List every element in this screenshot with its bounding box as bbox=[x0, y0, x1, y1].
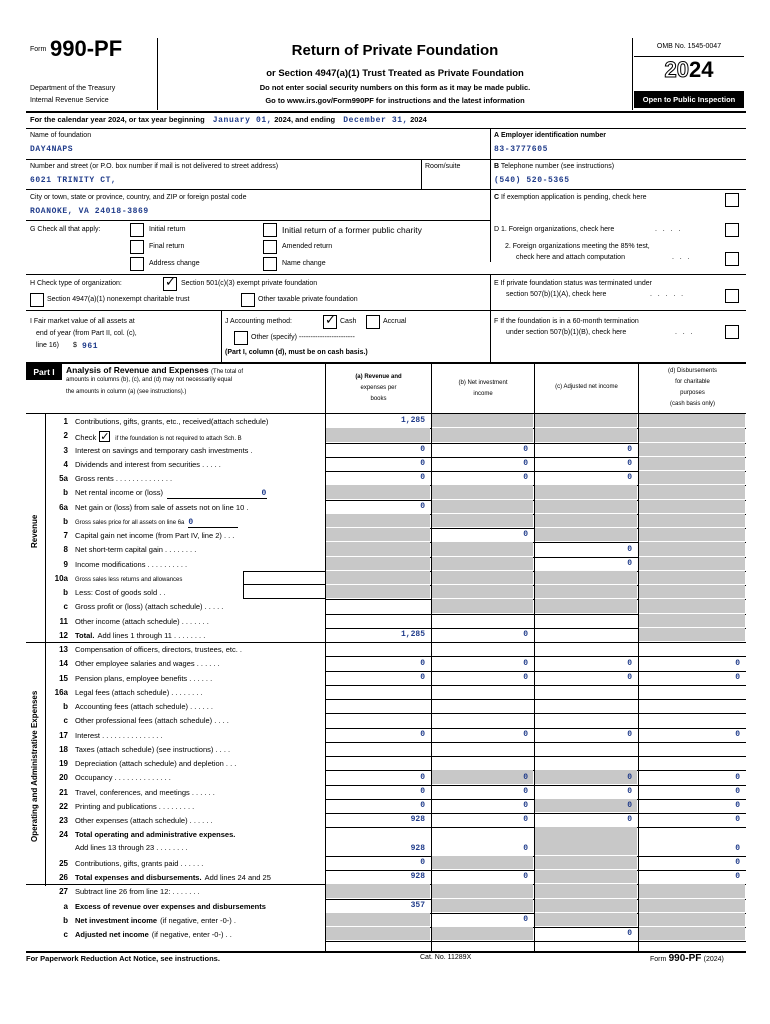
col-a-value[interactable]: 357 bbox=[410, 900, 425, 910]
col-a-value[interactable]: 0 bbox=[420, 786, 425, 796]
shaded-cell bbox=[432, 485, 533, 498]
shaded-cell bbox=[535, 870, 637, 883]
line-label: Pension plans, employee benefits . . . . . . bbox=[75, 673, 213, 683]
line-label: Income modifications . . . . . . . . . . bbox=[75, 559, 188, 569]
col-c-value[interactable]: 0 bbox=[627, 544, 632, 554]
shaded-cell bbox=[639, 428, 745, 441]
shaded-cell bbox=[535, 856, 637, 869]
shaded-cell bbox=[326, 514, 430, 527]
sch-b-checkbox[interactable]: ✓ bbox=[100, 430, 110, 444]
line-number: 3 bbox=[63, 445, 68, 455]
part1-title: Analysis of Revenue and Expenses (The total of bbox=[66, 365, 244, 375]
tax-year bbox=[634, 57, 744, 83]
line-number: c bbox=[63, 602, 68, 612]
ssn-notice: Do not enter social security numbers on this form as it may be made public. bbox=[259, 83, 531, 92]
section-rule bbox=[26, 642, 326, 643]
col-b-value[interactable]: 0 bbox=[523, 459, 528, 468]
paperwork-notice: For Paperwork Reduction Act Notice, see instructions. bbox=[26, 954, 220, 963]
shaded-cell bbox=[535, 528, 637, 541]
f-label-2: under section 507(b)(1)(B), check here bbox=[506, 329, 627, 336]
initial-former-checkbox[interactable] bbox=[263, 223, 277, 237]
line-label: Total. Add lines 1 through 11 . . . . . . . . bbox=[75, 630, 206, 640]
col-b-header: (b) Net investment income bbox=[458, 380, 508, 397]
inline-entry-box[interactable] bbox=[243, 585, 325, 599]
col-c-value[interactable]: 0 bbox=[627, 459, 632, 468]
d1-dots: . . . . bbox=[655, 226, 681, 233]
initial-return-checkbox[interactable] bbox=[130, 223, 144, 237]
calendar-year-line bbox=[30, 115, 427, 125]
col-b-value[interactable]: 0 bbox=[523, 444, 528, 454]
shaded-cell bbox=[326, 585, 430, 598]
shaded-cell bbox=[639, 528, 745, 541]
form-title: Return of Private Foundation bbox=[291, 42, 499, 59]
shaded-cell bbox=[535, 913, 637, 926]
e-label-2: section 507(b)(1)(A), check here bbox=[506, 291, 607, 298]
col-c-value[interactable]: 0 bbox=[627, 558, 632, 568]
line-number: c bbox=[63, 930, 68, 939]
shaded-cell bbox=[535, 485, 637, 498]
phone-label: B Telephone number (see instructions) bbox=[494, 163, 615, 170]
col-d-value[interactable]: 0 bbox=[735, 786, 740, 796]
shaded-cell bbox=[639, 899, 745, 912]
expenses-side-label: Operating and Administrative Expenses bbox=[30, 690, 39, 842]
line-label: Other employee salaries and wages . . . . . . bbox=[75, 659, 220, 669]
i-label-3: line 16) bbox=[36, 342, 59, 349]
shaded-cell bbox=[432, 414, 533, 427]
foreign-85-checkbox[interactable] bbox=[725, 252, 739, 266]
g-label: G Check all that apply: bbox=[30, 226, 101, 233]
footer-form-id: Form 990-PF (2024) bbox=[650, 953, 724, 964]
street-address[interactable]: 6021 TRINITY CT, bbox=[30, 176, 117, 185]
name-change-label: Name change bbox=[282, 260, 326, 267]
501c3-checkbox[interactable] bbox=[163, 277, 177, 291]
col-b-value[interactable]: 0 bbox=[523, 672, 528, 682]
shaded-cell bbox=[639, 884, 745, 897]
irs-label: Internal Revenue Service bbox=[30, 97, 109, 104]
exemption-pending-checkbox[interactable] bbox=[725, 193, 739, 207]
row-rule bbox=[325, 656, 746, 657]
line-number: 21 bbox=[59, 787, 68, 797]
row-rule bbox=[325, 685, 746, 686]
col-a-value[interactable]: 0 bbox=[420, 501, 425, 511]
line-label: Net short-term capital gain . . . . . . . . bbox=[75, 545, 197, 555]
col-d-value[interactable]: 0 bbox=[735, 729, 740, 739]
col-c-value[interactable]: 0 bbox=[627, 672, 632, 682]
shaded-cell bbox=[639, 557, 745, 570]
cash-basis-note: (Part I, column (d), must be on cash basis.) bbox=[225, 349, 368, 356]
shaded-cell bbox=[639, 542, 745, 555]
col-c-value[interactable]: 0 bbox=[627, 473, 632, 483]
line-label: Other income (attach schedule) . . . . . . . bbox=[75, 616, 209, 626]
shaded-cell bbox=[432, 500, 533, 513]
d2-dots: . . . bbox=[672, 254, 690, 261]
shaded-cell bbox=[326, 913, 430, 926]
shaded-cell bbox=[432, 599, 533, 612]
inline-amount[interactable]: 0 bbox=[167, 489, 267, 499]
line-number: b bbox=[63, 516, 68, 526]
line-number: 5a bbox=[59, 474, 68, 483]
line-label: Contributions, gifts, grants paid . . . . . . bbox=[75, 858, 204, 868]
line-label: Net investment income (if negative, enter -0-) . bbox=[75, 915, 236, 925]
d2-label-1: 2. Foreign organizations meeting the 85% test, bbox=[505, 243, 650, 250]
shaded-cell bbox=[326, 528, 430, 541]
shaded-cell bbox=[639, 585, 745, 598]
col-c-value[interactable]: 0 bbox=[627, 444, 632, 454]
line-label: Adjusted net income (if negative, enter -0-) . . bbox=[75, 930, 232, 939]
shaded-cell bbox=[639, 514, 745, 527]
shaded-cell bbox=[639, 571, 745, 584]
terminated-checkbox[interactable] bbox=[725, 289, 739, 303]
line-number: 12 bbox=[59, 630, 68, 640]
i-label-2: end of year (from Part II, col. (c), bbox=[36, 330, 137, 337]
line-number: 18 bbox=[59, 744, 68, 754]
line-label: Other expenses (attach schedule) . . . . . . bbox=[75, 816, 213, 825]
other-method-label: Other (specify) ------------------------ bbox=[251, 334, 355, 341]
col-b-value[interactable]: 0 bbox=[523, 786, 528, 796]
shaded-cell bbox=[535, 571, 637, 584]
col-c-header: (c) Adjusted net income bbox=[555, 384, 618, 390]
address-change-label: Address change bbox=[149, 260, 200, 267]
shaded-cell bbox=[535, 884, 637, 897]
line-label: Travel, conferences, and meetings . . . . . . bbox=[75, 787, 215, 797]
shaded-cell bbox=[326, 927, 430, 940]
line-number: b bbox=[63, 702, 68, 711]
name-change-checkbox[interactable] bbox=[263, 257, 277, 271]
col-b-value[interactable]: 0 bbox=[523, 473, 528, 483]
shaded-cell bbox=[326, 884, 430, 897]
col-b-value[interactable]: 0 bbox=[523, 630, 528, 639]
shaded-cell bbox=[639, 927, 745, 940]
line-label: Total expenses and disbursements. Add lines 24 and 25 bbox=[75, 873, 271, 882]
ein-value[interactable]: 83-3777605 bbox=[494, 145, 549, 154]
line-label: Check ✓ if the foundation is not required to attach Sch. B bbox=[75, 430, 242, 444]
line-number: 15 bbox=[59, 673, 68, 683]
line-number: 22 bbox=[59, 801, 68, 811]
line-number: b bbox=[63, 488, 68, 498]
i-label-1: I Fair market value of all assets at bbox=[30, 318, 135, 325]
shaded-cell bbox=[639, 628, 745, 641]
col-a-value[interactable]: 928 bbox=[410, 843, 425, 853]
city-label: City or town, state or province, country, and ZIP or foreign postal code bbox=[30, 194, 247, 201]
public-inspection-banner: Open to Public Inspection bbox=[634, 91, 744, 108]
col-a-value[interactable]: 0 bbox=[420, 729, 425, 739]
row-rule bbox=[325, 813, 746, 814]
col-c-value[interactable]: 0 bbox=[627, 729, 632, 739]
col-c-value[interactable]: 0 bbox=[627, 801, 632, 810]
col-b-value[interactable]: 0 bbox=[523, 729, 528, 739]
line-number: 10a bbox=[54, 573, 68, 583]
col-d-value[interactable]: 0 bbox=[735, 858, 740, 867]
line-number: 19 bbox=[59, 759, 68, 768]
line-number: 23 bbox=[59, 816, 68, 825]
col-b-value[interactable]: 0 bbox=[523, 815, 528, 825]
shaded-cell bbox=[432, 428, 533, 441]
revenue-side-label: Revenue bbox=[30, 514, 39, 548]
line-number: 17 bbox=[59, 730, 68, 740]
col-a-value[interactable]: 0 bbox=[420, 658, 425, 668]
shaded-cell bbox=[432, 585, 533, 598]
shaded-cell bbox=[432, 856, 533, 869]
line-number: 16a bbox=[54, 687, 68, 697]
line-number: c bbox=[63, 716, 68, 726]
amended-return-label: Amended return bbox=[282, 243, 333, 250]
shaded-cell bbox=[639, 414, 745, 427]
part1-desc-2: the amounts in column (a) (see instructions).) bbox=[66, 389, 187, 395]
city-state-zip[interactable]: ROANOKE, VA 24018-3869 bbox=[30, 207, 149, 216]
line-number: 27 bbox=[59, 887, 68, 897]
other-taxable-checkbox[interactable] bbox=[241, 293, 255, 307]
shaded-cell bbox=[432, 899, 533, 912]
h-label: H Check type of organization: bbox=[30, 280, 122, 287]
col-a-value[interactable]: 1,285 bbox=[400, 630, 425, 639]
amended-return-checkbox[interactable] bbox=[263, 240, 277, 254]
line-label: Excess of revenue over expenses and disbursements bbox=[75, 901, 266, 911]
col-d-value[interactable]: 0 bbox=[735, 772, 740, 782]
shaded-cell bbox=[639, 457, 745, 470]
col-c-value[interactable]: 0 bbox=[627, 786, 632, 796]
shaded-cell bbox=[535, 585, 637, 598]
final-return-checkbox[interactable] bbox=[130, 240, 144, 254]
street-label: Number and street (or P.O. box number if mail is not delivered to street address) bbox=[30, 163, 279, 170]
address-change-checkbox[interactable] bbox=[130, 257, 144, 271]
line-number: 24 bbox=[59, 830, 68, 840]
shaded-cell bbox=[432, 884, 533, 897]
f-label-1: F If the foundation is in a 60-month termination bbox=[494, 318, 639, 325]
form-word: Form bbox=[30, 46, 47, 53]
col-c-value[interactable]: 0 bbox=[627, 929, 632, 939]
line-label: Net gain or (loss) from sale of assets not on line 10 . bbox=[75, 502, 249, 512]
line-number: b bbox=[63, 915, 68, 925]
phone-value[interactable]: (540) 520-5365 bbox=[494, 176, 570, 185]
col-c-value[interactable]: 0 bbox=[627, 772, 632, 782]
col-a-value[interactable]: 0 bbox=[420, 672, 425, 682]
fmv-value[interactable]: 961 bbox=[82, 342, 99, 351]
line-label: Less: Cost of goods sold . . bbox=[75, 588, 166, 597]
line-number: 11 bbox=[59, 616, 68, 626]
shaded-cell bbox=[432, 557, 533, 570]
row-rule bbox=[325, 671, 746, 672]
col-a-value[interactable]: 0 bbox=[420, 444, 425, 454]
initial-return-label: Initial return bbox=[149, 226, 186, 233]
e-label-1: E If private foundation status was terminated under bbox=[494, 280, 652, 287]
shaded-cell bbox=[535, 899, 637, 912]
row-rule bbox=[325, 699, 746, 700]
line-label: Net rental income or (loss) 0 bbox=[75, 488, 267, 499]
line-number: 1 bbox=[63, 417, 68, 426]
col-c-value[interactable]: 0 bbox=[627, 815, 632, 825]
col-a-value[interactable]: 0 bbox=[420, 459, 425, 468]
form-subtitle: or Section 4947(a)(1) Trust Treated as Private Foundation bbox=[266, 68, 524, 79]
cash-checkbox[interactable] bbox=[323, 315, 337, 329]
shaded-cell bbox=[326, 571, 430, 584]
line-number: 20 bbox=[59, 773, 68, 783]
line-number: 4 bbox=[63, 459, 68, 469]
shaded-cell bbox=[639, 913, 745, 926]
part1-badge: Part I bbox=[26, 364, 62, 380]
line-label: Contributions, gifts, grants, etc., received(attach schedule) bbox=[75, 417, 269, 426]
col-d-value[interactable]: 0 bbox=[735, 801, 740, 810]
shaded-cell bbox=[326, 428, 430, 441]
shaded-cell bbox=[432, 571, 533, 584]
calendar-end-year: 2024 bbox=[410, 115, 427, 124]
col-a-value[interactable]: 928 bbox=[410, 815, 425, 825]
col-b-value[interactable]: 0 bbox=[523, 915, 528, 924]
d2-label-2: check here and attach computation bbox=[516, 254, 625, 261]
col-b-value[interactable]: 0 bbox=[523, 843, 528, 853]
foreign-org-checkbox[interactable] bbox=[725, 223, 739, 237]
4947-checkbox[interactable] bbox=[30, 293, 44, 307]
dept-treasury: Department of the Treasury bbox=[30, 85, 116, 92]
line-label: Interest . . . . . . . . . . . . . . . bbox=[75, 730, 163, 740]
shaded-cell bbox=[639, 614, 745, 627]
col-d-value[interactable]: 0 bbox=[735, 672, 740, 682]
tax-year-outline: 20 bbox=[664, 57, 689, 82]
col-a-value[interactable]: 0 bbox=[420, 801, 425, 810]
shaded-cell bbox=[326, 485, 430, 498]
tax-year-bold: 24 bbox=[689, 57, 714, 82]
line-number: 6a bbox=[59, 502, 68, 512]
shaded-cell bbox=[639, 485, 745, 498]
accrual-label: Accrual bbox=[383, 318, 407, 325]
shaded-cell bbox=[326, 557, 430, 570]
section-rule bbox=[26, 884, 326, 885]
shaded-cell bbox=[535, 827, 637, 855]
cat-number: Cat. No. 11289X bbox=[420, 954, 472, 961]
line-label: Legal fees (attach schedule) . . . . . . . . bbox=[75, 687, 203, 697]
line-label: Gross sales price for all assets on line 6a 0 bbox=[75, 517, 238, 528]
calendar-middle: 2024, and ending bbox=[274, 115, 336, 124]
row-rule bbox=[325, 785, 746, 786]
col-b-value[interactable]: 0 bbox=[523, 801, 528, 810]
col-b-value[interactable]: 0 bbox=[523, 530, 528, 540]
col-d-value[interactable]: 0 bbox=[735, 658, 740, 668]
f-dots: . . . bbox=[675, 329, 693, 336]
other-taxable-label: Other taxable private foundation bbox=[258, 296, 358, 303]
line-number: 8 bbox=[63, 545, 68, 555]
line-label: Total operating and administrative expenses. Add lines 13 through 23 . . . . . . . . bbox=[75, 830, 236, 853]
shaded-cell bbox=[535, 599, 637, 612]
e-dots: . . . . . bbox=[650, 291, 684, 298]
shaded-cell bbox=[639, 500, 745, 513]
col-a-header: (a) Revenue and expenses per books bbox=[355, 374, 402, 402]
omb-number: OMB No. 1545-0047 bbox=[656, 43, 722, 50]
line-label: Occupancy . . . . . . . . . . . . . . bbox=[75, 773, 171, 783]
col-a-value[interactable]: 0 bbox=[420, 858, 425, 867]
row-rule bbox=[325, 756, 746, 757]
line-label: Gross sales less returns and allowances bbox=[75, 576, 183, 583]
inline-entry-box[interactable] bbox=[243, 571, 325, 585]
final-return-label: Final return bbox=[149, 243, 185, 250]
line-label: Subtract line 26 from line 12: . . . . . . . bbox=[75, 887, 200, 897]
foundation-name[interactable]: DAY4NAPS bbox=[30, 145, 74, 154]
row-rule bbox=[325, 728, 746, 729]
row-rule bbox=[325, 742, 746, 743]
line-label: Compensation of officers, directors, trustees, etc. . bbox=[75, 645, 243, 654]
i-dollar: $ bbox=[73, 342, 77, 349]
col-a-value[interactable]: 0 bbox=[420, 772, 425, 782]
c-label: C If exemption application is pending, check here bbox=[494, 194, 647, 201]
col-a-value[interactable]: 1,285 bbox=[400, 416, 425, 426]
line-number: 14 bbox=[59, 659, 68, 669]
line-number: 26 bbox=[59, 873, 68, 882]
col-a-value[interactable]: 928 bbox=[410, 872, 425, 882]
room-label: Room/suite bbox=[425, 163, 461, 170]
row-rule bbox=[325, 642, 746, 643]
line-label: Other professional fees (attach schedule) . . . . bbox=[75, 716, 229, 726]
shaded-cell bbox=[639, 471, 745, 484]
calendar-prefix: For the calendar year 2024, or tax year beginning bbox=[30, 115, 205, 124]
col-d-header: (d) Disbursements for charitable purposes (cash basis only) bbox=[667, 368, 717, 407]
accrual-checkbox[interactable] bbox=[366, 315, 380, 329]
line-number: 25 bbox=[59, 858, 68, 868]
line-number: 13 bbox=[59, 645, 68, 654]
line-number: b bbox=[63, 588, 68, 597]
line-label: Capital gain net income (from Part IV, line 2) . . . bbox=[75, 531, 235, 540]
cash-label: Cash bbox=[340, 318, 357, 325]
col-d-value[interactable]: 0 bbox=[735, 815, 740, 825]
line-label: Gross profit or (loss) (attach schedule) . . . . . bbox=[75, 602, 224, 612]
line-label: Interest on savings and temporary cash investments . bbox=[75, 445, 253, 455]
line-label: Accounting fees (attach schedule) . . . . . . bbox=[75, 702, 213, 711]
col-b-value[interactable]: 0 bbox=[523, 658, 528, 668]
shaded-cell bbox=[535, 500, 637, 513]
shaded-cell bbox=[432, 514, 533, 527]
j-label: J Accounting method: bbox=[225, 318, 292, 325]
line-label: Taxes (attach schedule) (see instructions) . . . . bbox=[75, 744, 231, 754]
shaded-cell bbox=[432, 927, 533, 940]
col-a-value[interactable]: 0 bbox=[420, 473, 425, 483]
line-label: Gross rents . . . . . . . . . . . . . . bbox=[75, 474, 173, 483]
col-d-value[interactable]: 0 bbox=[735, 872, 740, 882]
line-label: Printing and publications . . . . . . . . . bbox=[75, 801, 195, 811]
501c3-label: Section 501(c)(3) exempt private foundation bbox=[181, 280, 318, 287]
shaded-cell bbox=[639, 443, 745, 456]
line-label: Depreciation (attach schedule) and depletion . . . bbox=[75, 759, 237, 768]
part1-desc-1: amounts in columns (b), (c), and (d) may not necessarily equal bbox=[66, 377, 233, 383]
initial-former-label: Initial return of a former public charity bbox=[282, 225, 422, 235]
col-b-value[interactable]: 0 bbox=[523, 872, 528, 882]
name-label: Name of foundation bbox=[30, 132, 92, 139]
shaded-cell bbox=[639, 599, 745, 612]
col-b-value[interactable]: 0 bbox=[523, 772, 528, 782]
shaded-cell bbox=[535, 428, 637, 441]
shaded-cell bbox=[535, 514, 637, 527]
row-rule bbox=[325, 713, 746, 714]
line-number: a bbox=[63, 901, 68, 911]
tax-year-begin[interactable]: January 01, bbox=[212, 116, 273, 125]
tax-year-end[interactable]: December 31, bbox=[343, 116, 409, 125]
line-number: 9 bbox=[63, 559, 68, 569]
form-number: 990-PF bbox=[50, 36, 123, 61]
col-d-value[interactable]: 0 bbox=[735, 843, 740, 853]
d1-label: D 1. Foreign organizations, check here bbox=[494, 226, 615, 233]
60-month-checkbox[interactable] bbox=[725, 325, 739, 339]
line-number: 7 bbox=[63, 531, 68, 540]
4947-label: Section 4947(a)(1) nonexempt charitable trust bbox=[47, 296, 190, 303]
shaded-cell bbox=[326, 542, 430, 555]
line-number: 2 bbox=[63, 431, 68, 441]
ein-label: A Employer identification number bbox=[494, 132, 607, 139]
shaded-cell bbox=[432, 542, 533, 555]
inline-amount[interactable]: 0 bbox=[188, 518, 238, 528]
row-rule bbox=[325, 941, 746, 942]
other-method-checkbox[interactable] bbox=[234, 331, 248, 345]
col-c-value[interactable]: 0 bbox=[627, 658, 632, 668]
instructions-link[interactable]: Go to www.irs.gov/Form990PF for instructions and the latest information bbox=[265, 96, 525, 105]
shaded-cell bbox=[535, 414, 637, 427]
line-label: Dividends and interest from securities . . . . . bbox=[75, 459, 221, 469]
